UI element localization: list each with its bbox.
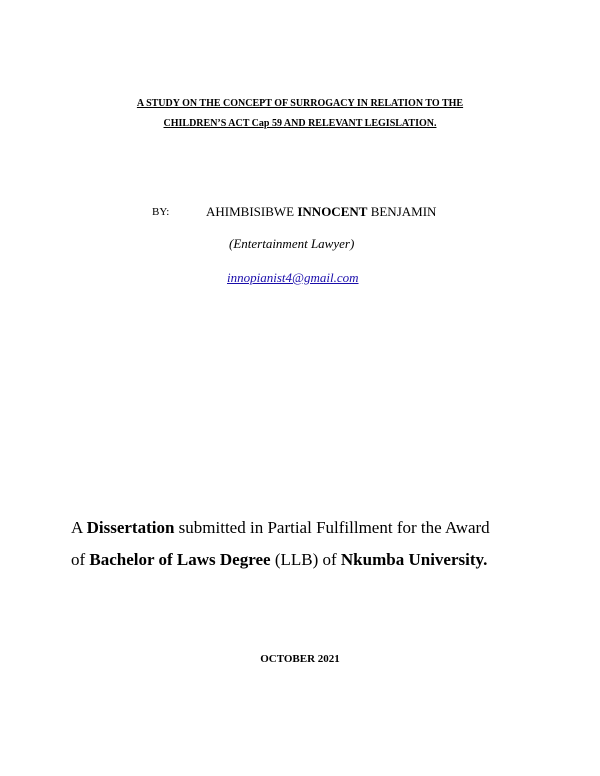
- diss-text-c: of: [71, 550, 90, 569]
- dissertation-line-1: [71, 512, 541, 544]
- diss-text-d: (LLB) of: [270, 550, 341, 569]
- author-role: (Entertainment Lawyer): [229, 236, 355, 251]
- author-middle-name: INNOCENT: [297, 204, 368, 219]
- diss-bold-dissertation: Dissertation: [86, 518, 175, 537]
- diss-bold-university: Nkumba University.: [340, 550, 488, 569]
- submission-date: OCTOBER 2021: [260, 653, 340, 665]
- title-line-1: A STUDY ON THE CONCEPT OF SURROGACY IN RELATION TO THE: [136, 98, 464, 109]
- diss-bold-degree: Bachelor of Laws Degree: [89, 550, 271, 569]
- author-email-link[interactable]: innopianist4@gmail.com: [227, 270, 359, 285]
- by-label: BY:: [152, 206, 170, 218]
- dissertation-line-2: [71, 544, 541, 576]
- diss-text-a: A: [71, 518, 87, 537]
- title-line-2: CHILDREN’S ACT Cap 59 AND RELEVANT LEGISLATION.: [163, 118, 437, 129]
- author-last-name: BENJAMIN: [370, 204, 437, 219]
- diss-text-b: submitted in Partial Fulfillment for the Award: [174, 518, 490, 537]
- author-first-name: AHIMBISIBWE: [206, 204, 295, 219]
- author-name: [206, 204, 436, 220]
